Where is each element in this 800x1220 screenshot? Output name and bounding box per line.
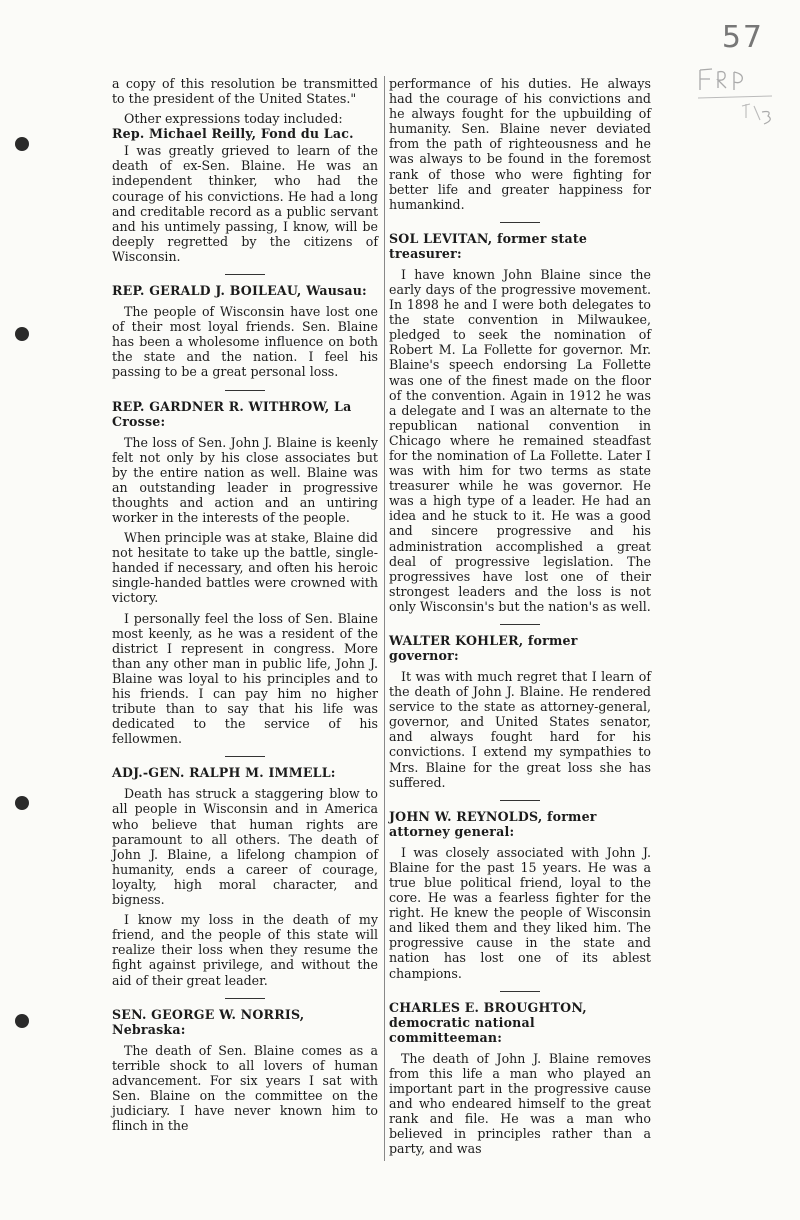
- pencil-annotation: [692, 60, 782, 130]
- statement-paragraph: The loss of Sen. John J. Blaine is keenly felt not only by his close associates but by the entire nation as well. Blaine was an outstanding leader in progressive thoughts and action and an untiring worker in the interests of the people.: [112, 434, 378, 525]
- opening-paragraph: Other expressions today included:: [124, 111, 343, 127]
- section-divider: [225, 756, 265, 757]
- binder-hole: [15, 327, 29, 341]
- section-divider: [225, 998, 265, 999]
- speaker-heading: REP. GERALD J. BOILEAU, Wausau:: [112, 283, 367, 299]
- binder-hole: [15, 796, 29, 810]
- speaker-heading: ADJ.-GEN. RALPH M. IMMELL:: [112, 765, 336, 781]
- statement-paragraph: I was greatly grieved to learn of the death of ex-Sen. Blaine. He was an independent thinker, who had the courage of his convictions. He had a long and creditable record as a public servant and his untimely passing, I know, will be deeply regretted by the citizens of Wisconsin.: [112, 143, 378, 264]
- speaker-heading: JOHN W. REYNOLDS, former attorney general:: [389, 808, 597, 839]
- page-number: 57: [721, 20, 764, 55]
- statement-paragraph: Death has struck a staggering blow to all people in Wisconsin and in America who believe that human rights are paramount to all others. The death of John J. Blaine, a lifelong champion of humanity, ends a career of courage, loyalty, high moral character, and bigness.: [112, 786, 378, 908]
- statement-paragraph: I personally feel the loss of Sen. Blaine most keenly, as he was a resident of the district I represent in congress. More than any other man in public life, John J. Blaine was loyal to his principles and to his friends. I can pay him no higher tribute than to say that his life was dedicated to the service of his fellowmen.: [112, 610, 378, 747]
- section-divider: [500, 624, 540, 625]
- left-column: [112, 76, 378, 1138]
- section-divider: [225, 390, 265, 391]
- statement-paragraph: The people of Wisconsin have lost one of their most loyal friends. Sen. Blaine has been a wholesome influence on both the state and the nation. I feel his passing to be a great personal loss.: [112, 304, 378, 380]
- speaker-heading: Rep. Michael Reilly, Fond du Lac.: [112, 126, 354, 142]
- binder-hole: [15, 1014, 29, 1028]
- speaker-heading: SOL LEVITAN, former state treasurer:: [389, 230, 588, 261]
- section-divider: [225, 274, 265, 275]
- statement-paragraph: The death of John J. Blaine removes from this life a man who played an important part in the progressive cause and who endeared himself to the great rank and file. He was a man who believed in principles rather than a party, and was: [389, 1050, 651, 1157]
- binder-hole: [15, 137, 29, 151]
- speaker-heading: REP. GARDNER R. WITHROW, La Crosse:: [112, 398, 352, 429]
- speaker-heading: SEN. GEORGE W. NORRIS, Nebraska:: [112, 1006, 305, 1037]
- section-divider: [500, 991, 540, 992]
- statement-paragraph: I have known John Blaine since the early days of the progressive movement. In 1898 he and I were both delegates to the state convention in Milwaukee, pledged to seek the nomination of Robert M. La Follette for governor. Mr. Blaine's speech endorsing La Follette was one of the finest made on the floor of the convention. Again in 1912 he was a delegate and I was an alternate to the republican national convention in Chicago where he remained steadfast for the nomination of La Follette. Later I was with him for two terms as state treasurer while he was governor. He was a high type of a leader. He had an idea and he stuck to it. He was a good and sincere progressive and his administration accomplished a great deal of progressive legislation. The progressives have lost one of their strongest leaders and the loss is not only Wisconsin's but the nation's as well.: [389, 266, 651, 614]
- opening-paragraph: a copy of this resolution be transmitted to the president of the United States.": [112, 76, 378, 107]
- statement-paragraph: I know my loss in the death of my friend, and the people of this state will realize their loss when they resume the fight against privilege, and without the aid of their great leader.: [112, 912, 378, 988]
- section-divider: [500, 222, 540, 223]
- speaker-heading: CHARLES E. BROUGHTON, democratic national committeeman:: [389, 999, 587, 1045]
- statement-paragraph: I was closely associated with John J. Blaine for the past 15 years. He was a true blue political friend, loyal to the core. He was a fearless fighter for the right. He knew the people of Wisconsin and liked them and they liked him. The progressive cause in the state and nation has lost one of its ablest champions.: [389, 844, 651, 981]
- statement-paragraph: It was with much regret that I learn of the death of John J. Blaine. He rendered service to the state as attorney-general, governor, and United States senator, and always fought hard for his convictions. I extend my sympathies to Mrs. Blaine for the great loss she has suffered.: [389, 669, 651, 790]
- right-column: [384, 76, 651, 1161]
- statement-paragraph: performance of his duties. He always had the courage of his convictions and he always fought for the upbuilding of humanity. Sen. Blaine never deviated from the path of righteousness and he was always to be found in the foremost rank of those who were fighting for better life and greater happiness for humankind.: [389, 76, 651, 212]
- statement-paragraph: When principle was at stake, Blaine did not hesitate to take up the battle, single-handed if necessary, and often his heroic single-handed battles were crowned with victory.: [112, 530, 378, 606]
- section-divider: [500, 800, 540, 801]
- speaker-heading: WALTER KOHLER, former governor:: [389, 633, 578, 663]
- statement-paragraph: The death of Sen. Blaine comes as a terrible shock to all lovers of human advancement. For six years I sat with Sen. Blaine on the committee on the judiciary. I have never known him to flinch in the: [112, 1042, 378, 1134]
